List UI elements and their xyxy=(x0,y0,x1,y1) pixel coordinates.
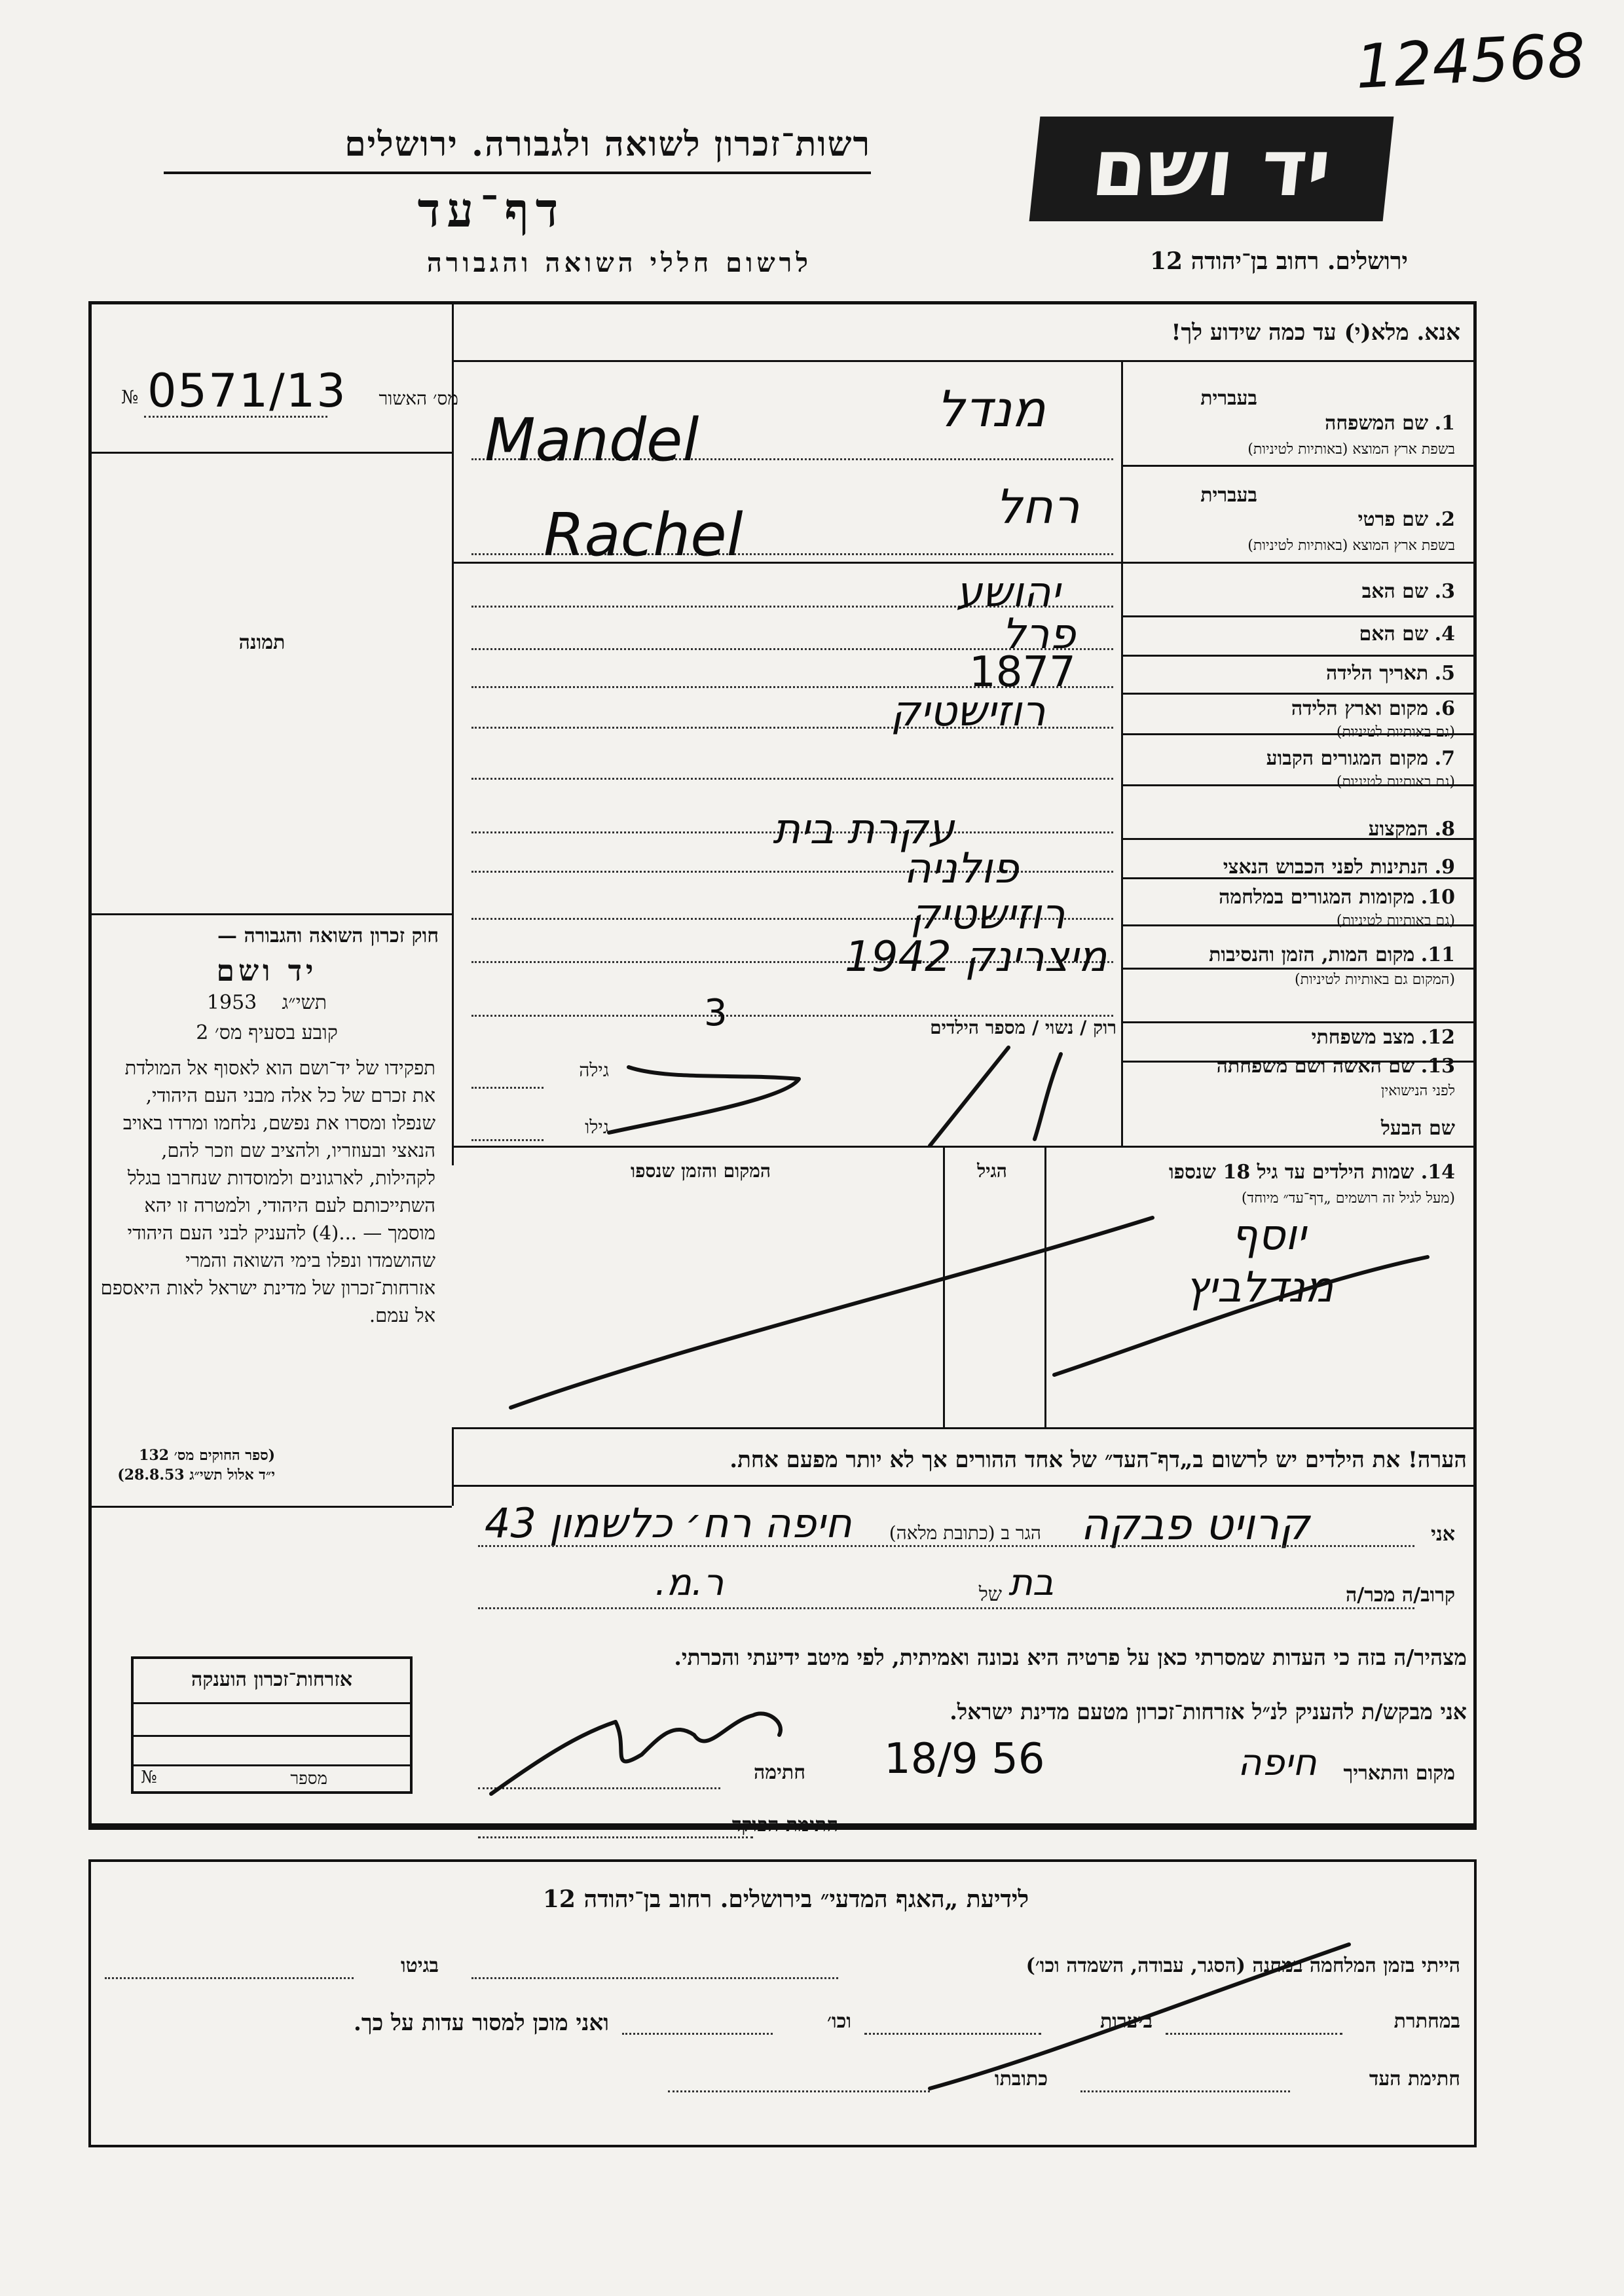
children-bottom xyxy=(452,1427,1477,1429)
citizenship-line-3 xyxy=(134,1764,410,1766)
approval-no: № xyxy=(121,386,139,408)
approval-dotted xyxy=(144,416,327,418)
field-2-num: 2. xyxy=(1434,508,1455,531)
field-3-num: 3. xyxy=(1434,580,1455,603)
footer-forests: ביערות xyxy=(1099,2010,1153,2033)
law-clause: קובע בסעיף מס׳ 2 xyxy=(196,1021,338,1044)
of-label: של xyxy=(978,1583,1002,1606)
law-top xyxy=(92,913,452,915)
declaration-date: 18/9 56 xyxy=(884,1735,1045,1783)
declaration-place: חיפה xyxy=(1238,1741,1317,1784)
footer-ready: ואני מוכן למסור עדות על כך. xyxy=(354,2010,609,2036)
header-address: ירושלים. רחוב בן־יהודה 12 xyxy=(1149,247,1408,275)
child-name-2: מנדלביץ xyxy=(1185,1264,1334,1312)
citizenship-title: אזרחות־זכרון הוענקה xyxy=(191,1668,353,1691)
field-9-num: 9. xyxy=(1434,856,1455,879)
field-13-sub: לפני הנישואין xyxy=(1380,1083,1455,1099)
answer-citizenship: פולניה xyxy=(904,845,1019,893)
footer-ghetto: בגיטו xyxy=(400,1954,439,1977)
age-label-husband: גילו xyxy=(585,1116,609,1138)
field-11-num: 11. xyxy=(1420,943,1455,966)
signature-label: חתימה xyxy=(754,1761,805,1784)
footer-underground: במחתרת xyxy=(1393,2010,1460,2033)
row-sep xyxy=(1121,615,1477,617)
relative-line xyxy=(478,1607,1414,1609)
children-age-col: הגיל xyxy=(977,1160,1007,1182)
law-text: תפקידו של יד־ושם הוא לאסוף אל המולדת את זכרם של כל אלה מבני העם היהודי, שנפלו ומסרו את נפשם, נלחמו ומרדו באויב הנאצי ובעוזריו, ולהציב שם וזכר להם, לקהילות, לארגונים ולמוסדות שנחרבו בגלל השתייכותם לעם היהודי, ולמטרה זו יהא מוסמך — ...(4) להעניק לבני העם היהודי שהושמדו ונפלו בימי השואה והמרי אזרחות־זכרון של מדינת ישראל לאות היאספם אל עמם. xyxy=(100,1057,435,1326)
request-text: אני מבקש/ת להעניק לנ״ל אזרחות־זכרון מטעם מדינת ישראל. xyxy=(950,1699,1467,1724)
field-6-num: 6. xyxy=(1434,697,1455,720)
field-4-label: שם האם xyxy=(1359,623,1429,646)
archive-number: 124568 xyxy=(1354,20,1587,103)
field-6-sub: (גם באותיות לטיניות) xyxy=(1336,724,1455,740)
marital-options: רוק / נשוי / מספר הילדים xyxy=(930,1017,1116,1038)
footer-witness-sig: חתימת העד xyxy=(1369,2068,1460,2090)
field-10-label: מקומות המגורים במלחמה xyxy=(1219,886,1415,909)
footer-strike-stroke xyxy=(930,1944,1349,2088)
law-box-bottom xyxy=(92,1506,452,1508)
authority-title: רשות־זכרון לשואה ולגבורה. ירושלים xyxy=(344,124,871,164)
answer-family-heb: מנדל xyxy=(936,380,1046,438)
law-year: 1953 xyxy=(206,991,257,1014)
scribble-stroke xyxy=(609,1067,799,1133)
handwritten-scribble xyxy=(589,1041,1113,1159)
answer-birth-place: רוזישטיק xyxy=(891,687,1046,736)
footer-etc-line xyxy=(622,2033,773,2035)
field-2 xyxy=(1358,507,1455,532)
law-year-heb: תשי״ג xyxy=(282,991,327,1014)
field-6 xyxy=(1291,697,1455,721)
field-11-label: מקום המות, הזמן והנסיבות xyxy=(1209,943,1415,966)
approval-label: מס׳ האשור xyxy=(378,388,458,409)
row-sep xyxy=(1121,693,1477,695)
relative-name: ר.מ. xyxy=(655,1561,724,1604)
field-9-label: הנתינות לפני הכבוש הנאצי xyxy=(1223,856,1429,879)
footer-divider xyxy=(88,1827,1477,1830)
field-3 xyxy=(1362,579,1455,604)
field-12-num: 12. xyxy=(1420,1026,1455,1049)
left-column-divider xyxy=(452,301,454,1165)
age-line-wife xyxy=(471,1087,544,1089)
children-note: (מעל לגיל זה רושמים „דף־עד״ מיוחד) xyxy=(1241,1190,1455,1207)
declaration-text: מצהיר/ה בזה כי העדות שמסרתי כאן על פרטיה היא נכונה ואמיתית, לפי מיטב ידיעתי והכרתי. xyxy=(674,1645,1467,1670)
instruction-divider xyxy=(452,360,1477,362)
field-13-label: שם האשה ושם משפחתה xyxy=(1216,1055,1415,1078)
field-11-sub: (המקום גם באותיות לטיניות) xyxy=(1295,972,1455,988)
official-signature-label: חתימת הפוקד xyxy=(731,1813,838,1836)
children-title: 14. שמות הילדים עד גיל 18 שנספו xyxy=(1168,1161,1455,1184)
field-7-sub: (גם באותיות לטיניות) xyxy=(1336,774,1455,790)
answer-wartime-place: רוזישטיק xyxy=(910,890,1065,939)
declarant-resides-label: הגר ב (כתובת מלאה) xyxy=(889,1522,1041,1544)
approval-number: 0571/13 xyxy=(147,364,347,418)
field-12 xyxy=(1312,1025,1455,1050)
declarant-name: קרויט פבקה xyxy=(1080,1499,1310,1550)
instruction-text: אנא. מלא(י) עד כמה שידוע לך! xyxy=(1171,319,1460,346)
footer-camp-line xyxy=(471,1977,838,1979)
field-6-label: מקום וארץ הלידה xyxy=(1291,697,1429,720)
age-line-husband xyxy=(471,1139,544,1141)
law-source: (ספר החוקים מס׳ 132 xyxy=(139,1447,275,1464)
field-7 xyxy=(1266,746,1455,771)
footer-address-line xyxy=(668,2090,930,2092)
age-label-wife: גילה xyxy=(579,1059,609,1081)
field-13 xyxy=(1217,1054,1455,1079)
field-10-sub: (גם באותיות לטיניות) xyxy=(1336,913,1455,929)
declarant-address: חיפה רח׳ כלשמון 43 xyxy=(485,1499,852,1547)
footer-ghetto-line xyxy=(105,1977,354,1979)
official-signature-line xyxy=(478,1836,753,1838)
field-1-label: שם המשפחה xyxy=(1325,412,1429,435)
relative-label: קרוב/ה מכר/ה xyxy=(1346,1584,1455,1607)
form-purpose: לרשום חללי השואה והגבורה xyxy=(426,247,812,278)
strike-stroke xyxy=(1054,1257,1428,1375)
law-year-row xyxy=(95,991,439,1014)
field-5 xyxy=(1326,661,1455,686)
remark-bottom xyxy=(452,1485,1477,1487)
scribble-stroke xyxy=(1035,1054,1061,1139)
answer-profession: עקרת בית xyxy=(773,805,955,854)
answer-death: מיצרינק 1942 xyxy=(845,933,1107,981)
field-1 xyxy=(1325,411,1455,436)
footer-line1: הייתי בזמן המלחמה במחנה (הסגר, עבודה, השמדה וכו׳) xyxy=(1025,1954,1460,1977)
field-8-label: המקצוע xyxy=(1368,818,1429,841)
child-name-1: יוסף xyxy=(1231,1211,1306,1260)
signature-stroke xyxy=(491,1713,781,1794)
field-5-label: תאריך הלידה xyxy=(1325,662,1429,685)
field-9 xyxy=(1223,855,1455,880)
footer-address: כתובתו xyxy=(994,2068,1048,2090)
field-2-label: שם פרטי xyxy=(1357,508,1429,531)
field-4 xyxy=(1359,622,1455,647)
strike-stroke xyxy=(511,1218,1153,1408)
answer-birth-date: 1877 xyxy=(969,648,1076,697)
law-name: יד ושם xyxy=(216,955,318,988)
answer-given-lat: Rachel xyxy=(544,501,743,570)
field-8 xyxy=(1369,817,1455,842)
relation: בת xyxy=(1008,1561,1054,1604)
answer-given-heb: רחל xyxy=(995,479,1080,534)
footer-title: לידיעת „האגף המדעי״ בירושלים. רחוב בן־יהודה 12 xyxy=(542,1886,1029,1913)
form-title: דף־עד xyxy=(417,182,565,238)
authority-underline xyxy=(164,172,871,174)
approval-divider xyxy=(92,452,452,454)
field-10 xyxy=(1219,885,1455,910)
law-box-right xyxy=(452,1427,454,1506)
field-13-num: 13. xyxy=(1420,1055,1455,1078)
field-4-num: 4. xyxy=(1434,623,1455,646)
husband-label: שם הבעל xyxy=(1380,1117,1455,1140)
citizenship-line-2 xyxy=(134,1735,410,1737)
field-1-num: 1. xyxy=(1434,412,1455,435)
remark: הערה! את הילדים יש לרשום ב„דף־העד״ של אחד ההורים אך לא יותר מפעם אחת. xyxy=(729,1447,1467,1473)
field-12-label: מצב משפחתי xyxy=(1311,1026,1415,1049)
label-in-hebrew: בעברית xyxy=(1200,387,1257,410)
field-11 xyxy=(1209,943,1455,968)
row-sep xyxy=(1121,655,1477,657)
footer-strike xyxy=(917,1931,1375,2102)
answer-mother: פרל xyxy=(1002,610,1076,659)
children-count: 3 xyxy=(704,992,728,1034)
field-1-sub: בשפת ארץ המוצא (באותיות לטיניות) xyxy=(1247,441,1455,458)
yad-vashem-logo xyxy=(1029,117,1394,221)
field-7-label: מקום המגורים הקבוע xyxy=(1266,747,1429,770)
law-title: חוק זכרון השואה והגבורה — xyxy=(217,924,439,947)
photo-label: תמונה xyxy=(238,631,286,654)
row-sep xyxy=(1121,1021,1477,1023)
citizenship-no: № xyxy=(141,1768,157,1787)
declarant-i-label: אני xyxy=(1431,1523,1455,1546)
children-place-col: המקום והזמן שנספו xyxy=(631,1160,771,1182)
label-in-hebrew-2: בעברית xyxy=(1200,484,1257,507)
children-strike-lines xyxy=(485,1205,1467,1427)
field-2-sub: בשפת ארץ המוצא (באותיות לטיניות) xyxy=(1247,538,1455,554)
field-7-num: 7. xyxy=(1434,747,1455,770)
logo-text: יד ושם xyxy=(1088,123,1336,214)
citizenship-line-1 xyxy=(134,1702,410,1704)
field-5-num: 5. xyxy=(1434,662,1455,685)
label-column-divider xyxy=(1121,360,1123,1146)
field-3-label: שם האב xyxy=(1361,580,1429,603)
footer-etc: וכו׳ xyxy=(827,2010,851,2033)
field-8-num: 8. xyxy=(1434,818,1455,841)
answer-family-lat: Mandel xyxy=(485,406,699,475)
scribble-stroke xyxy=(930,1048,1008,1146)
field-10-num: 10. xyxy=(1420,886,1455,909)
declarant-line xyxy=(478,1545,1414,1547)
declarant-signature xyxy=(478,1696,805,1807)
row-sep xyxy=(1121,465,1477,467)
citizenship-number-label: מספר xyxy=(290,1769,327,1789)
place-date-label: מקום והתאריך xyxy=(1343,1762,1455,1785)
answer-line xyxy=(471,778,1113,780)
law-source-date: י״ד אלול תשי״ג 28.8.53) xyxy=(117,1467,275,1484)
answer-father: יהושע xyxy=(956,568,1060,617)
